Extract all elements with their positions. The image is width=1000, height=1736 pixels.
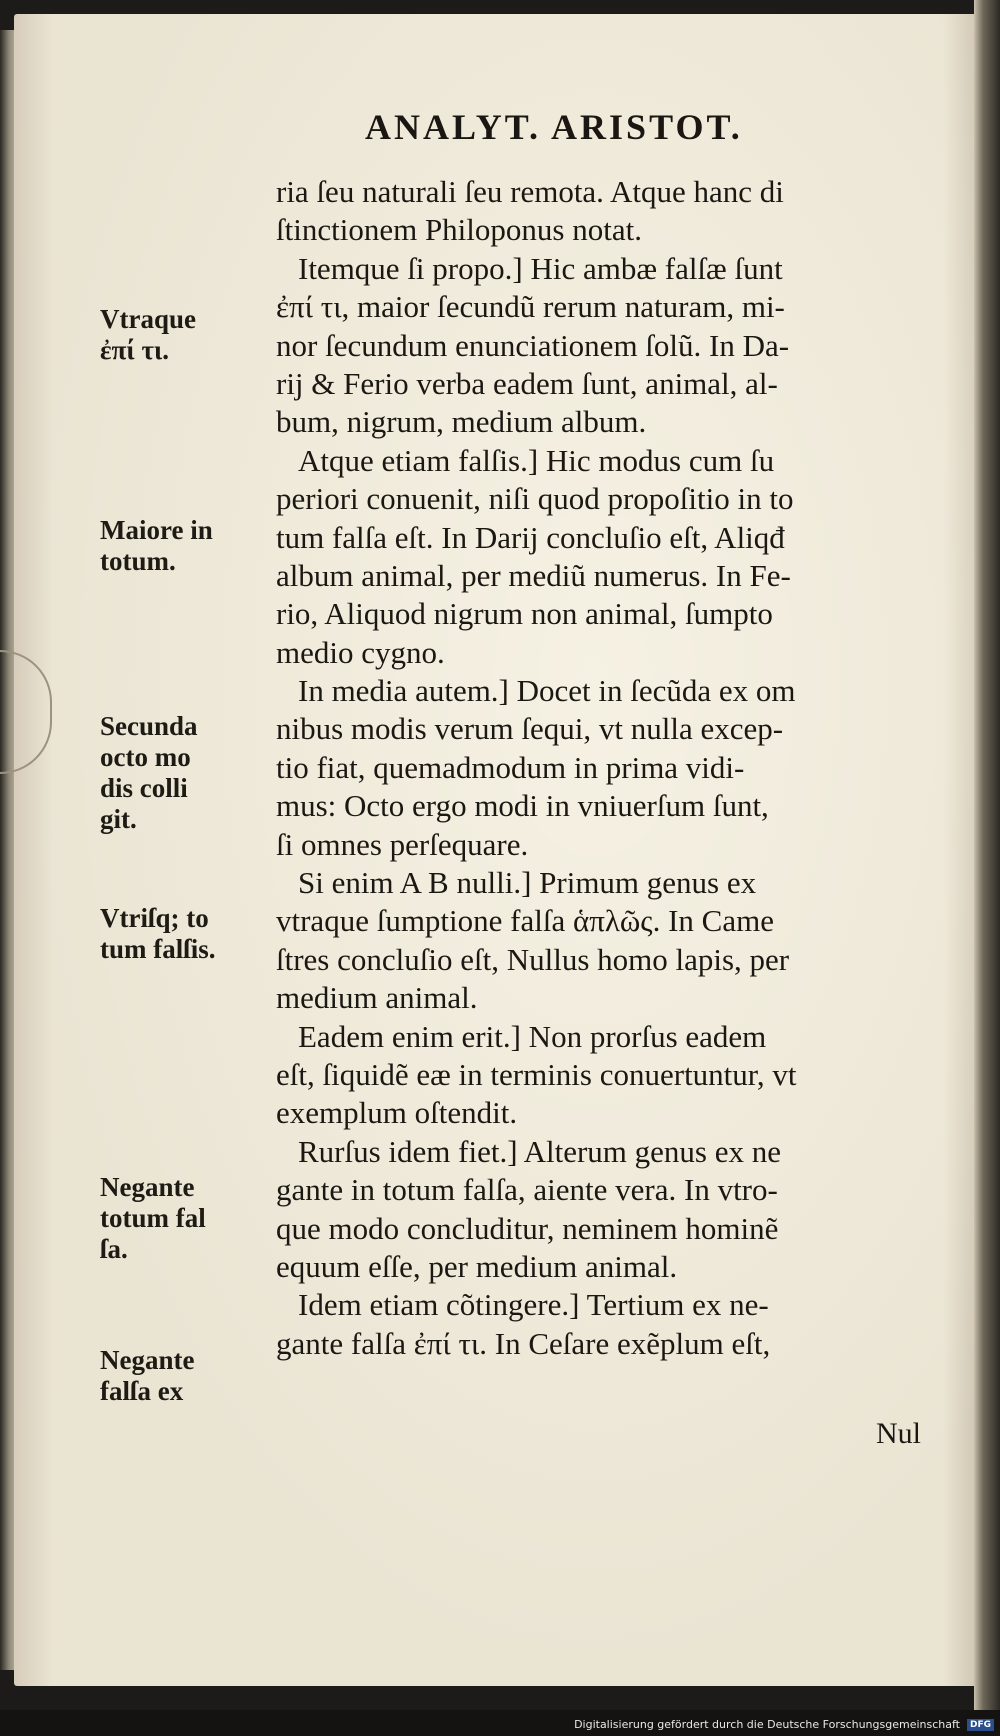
- text-line: Atque etiam falſis.] Hic modus cum ſu: [298, 442, 775, 478]
- text-line: ſtinctionem Philoponus notat.: [276, 212, 642, 248]
- margin-note: [100, 515, 213, 577]
- text-line: equum eſſe, per medium animal.: [276, 1248, 678, 1284]
- margin-note: [100, 1172, 206, 1265]
- main-text-block: [276, 173, 936, 1363]
- margin-note: [100, 903, 216, 965]
- text-line: album animal, per mediũ numerus. In Fe-: [276, 557, 791, 593]
- text-line: Eadem enim erit.] Non prorſus eadem: [298, 1018, 767, 1054]
- margin-note: [100, 711, 198, 835]
- margin-note: [100, 304, 196, 366]
- digitization-footer: [0, 1710, 1000, 1736]
- text-line: Si enim A B nulli.] Primum genus ex: [298, 865, 757, 901]
- running-head: ANALYT. ARISTOT.: [365, 107, 743, 147]
- text-line: medio cygno.: [276, 634, 445, 670]
- text-line: que modo concluditur, neminem hominẽ: [276, 1210, 779, 1246]
- text-line: ria ſeu naturali ſeu remota. Atque hanc di: [276, 174, 784, 209]
- text-line: tio fiat, quemadmodum in prima vidi-: [276, 749, 745, 785]
- text-line: periori conuenit, niſi quod propoſitio in to: [276, 481, 794, 517]
- margin-note-line: tum falſis.: [100, 934, 216, 964]
- text-line: tum falſa eſt. In Darij concluſio eſt, Aliqđ: [276, 519, 785, 555]
- book-gutter: [974, 0, 1000, 1736]
- margin-note-line: falſa ex: [100, 1376, 184, 1406]
- text-line: gante falſa ἐπί τι. In Ceſare exẽplum eſt,: [276, 1325, 771, 1361]
- margin-note-line: Maiore in: [100, 515, 213, 545]
- margin-note-line: totum fal: [100, 1203, 206, 1233]
- margin-note-line: Vtriſq; to: [100, 903, 209, 933]
- margin-note-line: octo mo: [100, 742, 191, 772]
- margin-note-line: Vtraque: [100, 304, 196, 334]
- margin-note-line: dis colli: [100, 773, 188, 803]
- dfg-logo: DFG: [967, 1719, 994, 1731]
- margin-note-line: ἐπί τι.: [100, 335, 170, 365]
- margin-note-line: Secunda: [100, 711, 198, 741]
- margin-note-line: totum.: [100, 546, 176, 576]
- text-line: nibus modis verum ſequi, vt nulla excep-: [276, 711, 784, 747]
- text-line: rij & Ferio verba eadem ſunt, animal, al-: [276, 365, 778, 401]
- footer-credit: Digitalisierung gefördert durch die Deutsche Forschungsgemeinschaft: [574, 1718, 960, 1731]
- text-line: Rurſus idem fiet.] Alterum genus ex ne: [298, 1133, 781, 1169]
- text-line: bum, nigrum, medium album.: [276, 404, 647, 440]
- text-line: nor ſecundum enunciationem ſolũ. In Da-: [276, 327, 790, 363]
- text-line: Idem etiam cõtingere.] Tertium ex ne-: [298, 1287, 769, 1323]
- margin-note-line: Negante: [100, 1345, 195, 1375]
- text-line: vtraque ſumptione falſa ἁπλῶς. In Came: [276, 903, 774, 939]
- text-line: ſtres concluſio eſt, Nullus homo lapis, per: [276, 941, 790, 977]
- text-line: medium animal.: [276, 980, 478, 1016]
- text-line: In media autem.] Docet in ſecũda ex om: [298, 673, 796, 709]
- text-line: exemplum oſtendit.: [276, 1095, 518, 1131]
- text-line: ſi omnes perſequare.: [276, 826, 529, 862]
- margin-note: [100, 1345, 194, 1407]
- text-line: gante in totum falſa, aiente vera. In vtro-: [276, 1172, 778, 1208]
- text-line: eſt, ſiquidẽ eæ in terminis conuertuntur, vt: [276, 1056, 797, 1092]
- margin-note-line: Negante: [100, 1172, 195, 1202]
- margin-note-line: ſa.: [100, 1234, 128, 1264]
- margin-note-line: git.: [100, 804, 137, 834]
- text-line: ἐπί τι, maior ſecundũ rerum naturam, mi-: [276, 289, 785, 325]
- catchword: Nul: [876, 1417, 921, 1450]
- text-line: Itemque ſi propo.] Hic ambæ falſæ ſunt: [298, 250, 783, 286]
- text-line: rio, Aliquod nigrum non animal, ſumpto: [276, 596, 773, 632]
- text-line: mus: Octo ergo modi in vniuerſum ſunt,: [276, 788, 769, 824]
